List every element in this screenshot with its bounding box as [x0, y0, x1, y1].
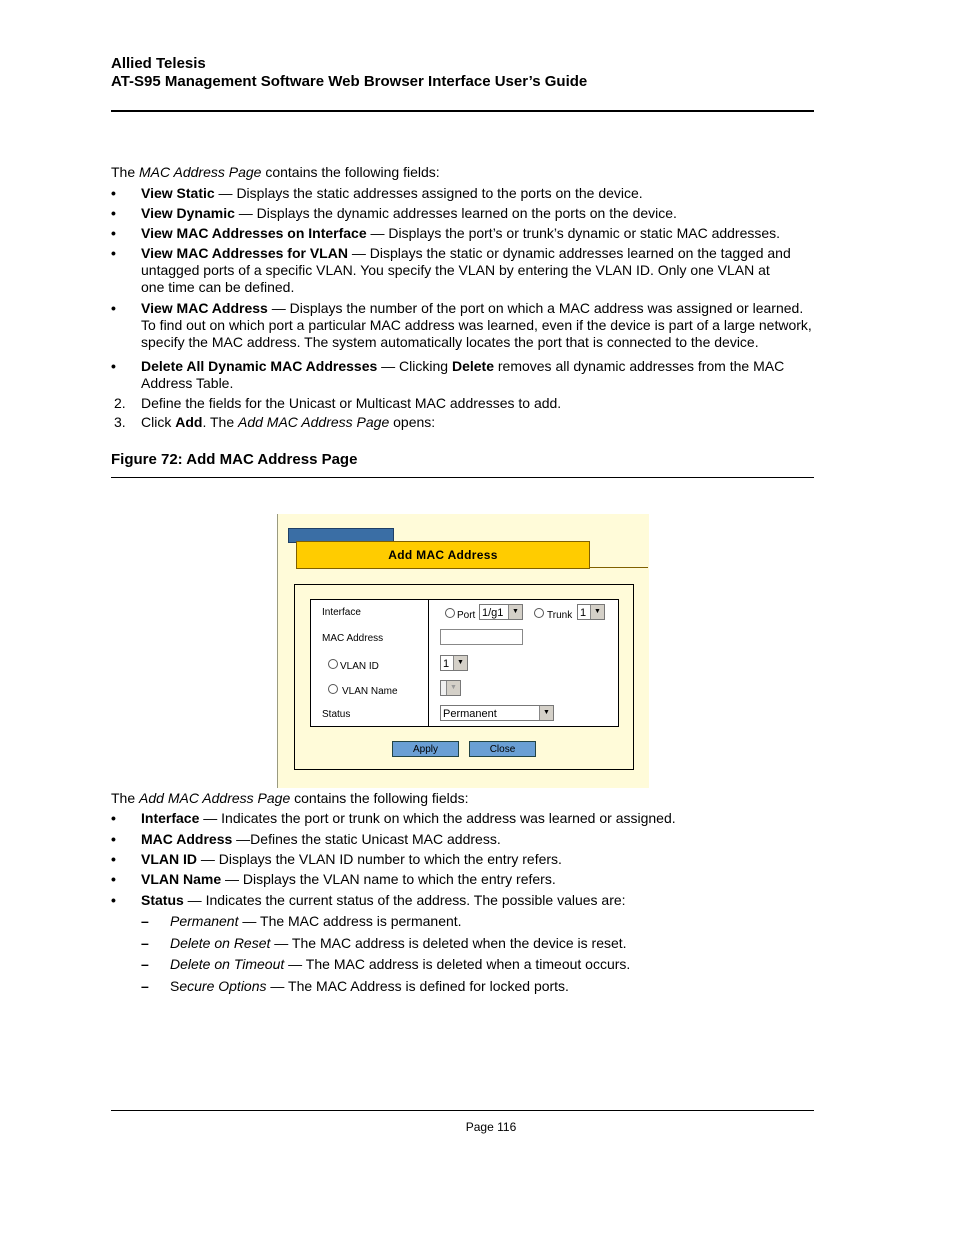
list-item: • View Static — Displays the static addresses assigned to the ports on the device. — [111, 185, 643, 201]
close-button[interactable]: Close — [469, 741, 536, 757]
intro-paragraph-1: The MAC Address Page contains the following fields: — [111, 164, 440, 180]
list-item: • Delete All Dynamic MAC Addresses — Clicking Delete removes all dynamic addresses from the MAC Address Table. — [111, 358, 785, 391]
footer-rule — [111, 1110, 814, 1111]
port-radio[interactable] — [445, 608, 455, 618]
column-divider — [428, 600, 429, 726]
sub-list-item: – Delete on Timeout — The MAC address is deleted when a timeout occurs. — [141, 956, 631, 972]
sub-list-item: – Delete on Reset — The MAC address is deleted when the device is reset. — [141, 935, 627, 951]
step-3: 3. Click Add. The Add MAC Address Page opens: — [114, 414, 436, 430]
form-title: Add MAC Address — [388, 548, 498, 562]
apply-button[interactable]: Apply — [392, 741, 459, 757]
list-item: • VLAN ID — Displays the VLAN ID number to which the entry refers. — [111, 851, 562, 867]
list-item: • Interface — Indicates the port or trunk on which the address was learned or assigned. — [111, 810, 676, 826]
trunk-select[interactable]: 1 ▼ — [577, 604, 605, 620]
list-item: • Status — Indicates the current status of the address. The possible values are: — [111, 892, 626, 908]
company-name: Allied Telesis — [111, 55, 206, 72]
vlan-name-select[interactable] — [440, 680, 461, 696]
list-item: • View Dynamic — Displays the dynamic addresses learned on the ports on the device. — [111, 205, 677, 221]
list-item: • View MAC Addresses for VLAN — Displays the static or dynamic addresses learned on the tagged and untagged ports of a specific VLAN. You specify the VLAN by entering the VLAN ID. Only one VLAN at one time can be defined. — [111, 245, 791, 295]
list-item: • View MAC Address — Displays the number of the port on which a MAC address was assigned or learned. To find out on which port a particular MAC address was learned, even if the device is part of a large network, specify the MAC address. The system automatically locates the port that is connected to the device. — [111, 300, 812, 350]
chevron-down-icon: ▼ — [590, 605, 604, 619]
guide-title: AT-S95 Management Software Web Browser Interface User’s Guide — [111, 73, 588, 90]
page-number: Page 116 — [465, 1120, 517, 1134]
port-select[interactable]: 1/g1 ▼ — [479, 604, 523, 620]
chevron-down-icon: ▼ — [508, 605, 522, 619]
mac-address-input[interactable] — [440, 629, 523, 645]
figure-caption: Figure 72: Add MAC Address Page — [111, 451, 358, 468]
add-mac-address-screenshot — [277, 514, 649, 788]
status-select[interactable]: Permanent ▼ — [440, 705, 554, 721]
caption-rule — [111, 477, 814, 478]
tab-underline — [590, 567, 648, 568]
chevron-down-icon: ▼ — [539, 706, 553, 720]
trunk-label: Trunk — [547, 610, 573, 621]
interface-label: Interface — [322, 607, 361, 618]
step-2: 2. Define the fields for the Unicast or Multicast MAC addresses to add. — [114, 395, 562, 411]
sub-list-item: – Permanent — The MAC address is permanent. — [141, 913, 462, 929]
header-rule — [111, 110, 814, 112]
vlan-id-radio[interactable] — [328, 659, 338, 669]
mac-address-label: MAC Address — [322, 633, 384, 644]
list-item: • MAC Address —Defines the static Unicast MAC address. — [111, 831, 501, 847]
sub-list-item: – Secure Options — The MAC Address is defined for locked ports. — [141, 978, 569, 994]
chevron-down-icon: ▼ — [446, 681, 460, 695]
vlan-id-label: VLAN ID — [340, 661, 379, 672]
trunk-radio[interactable] — [534, 608, 544, 618]
vlan-name-label: VLAN Name — [342, 686, 398, 697]
tab-add-mac-address[interactable] — [296, 541, 590, 569]
list-item: • VLAN Name — Displays the VLAN name to which the entry refers. — [111, 871, 556, 887]
status-label: Status — [322, 709, 351, 720]
vlan-id-select[interactable]: 1 ▼ — [440, 655, 468, 671]
form-table — [310, 599, 619, 727]
port-label: Port — [457, 610, 476, 621]
list-item: • View MAC Addresses on Interface — Displays the port’s or trunk’s dynamic or static MAC addresses. — [111, 225, 781, 241]
chevron-down-icon: ▼ — [453, 656, 467, 670]
vlan-name-radio[interactable] — [328, 684, 338, 694]
form-panel — [294, 584, 634, 770]
intro-paragraph-2: The Add MAC Address Page contains the following fields: — [111, 790, 469, 806]
